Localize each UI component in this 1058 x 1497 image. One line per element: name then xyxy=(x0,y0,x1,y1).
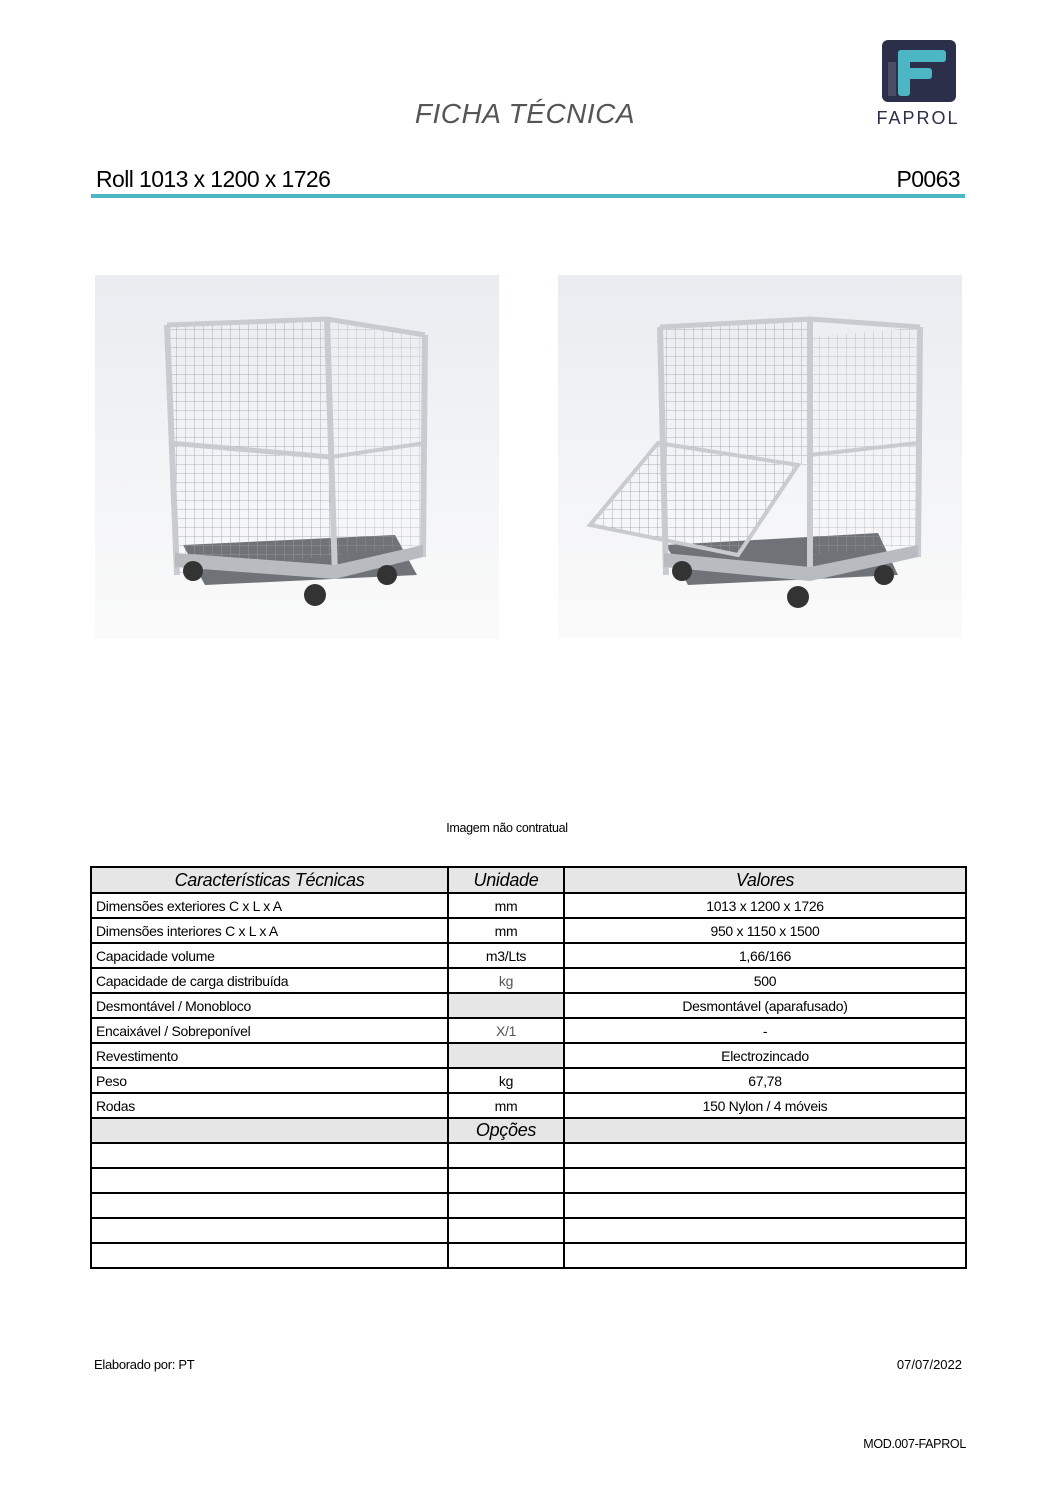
options-cell xyxy=(91,1193,448,1218)
roll-cage-open-illustration xyxy=(558,275,962,637)
options-cell xyxy=(448,1218,564,1243)
cage-open-image xyxy=(558,275,962,637)
row-value: 150 Nylon / 4 móveis xyxy=(564,1093,966,1118)
row-unit xyxy=(448,1043,564,1068)
options-empty-cell xyxy=(564,1118,966,1143)
page-title: FICHA TÉCNICA xyxy=(414,98,636,129)
table-header-row xyxy=(91,867,966,893)
row-unit: mm xyxy=(448,918,564,943)
image-caption: Imagem não contratual xyxy=(446,821,568,835)
cage-closed-image xyxy=(95,275,499,639)
row-unit xyxy=(448,993,564,1018)
options-row xyxy=(91,1218,966,1243)
options-cell xyxy=(91,1143,448,1168)
row-unit: X/1 xyxy=(448,1018,564,1043)
table-row xyxy=(91,1093,966,1118)
logo-text: FAPROL xyxy=(876,108,960,128)
product-code: P0063 xyxy=(896,166,960,192)
row-label: Dimensões exteriores C x L x A xyxy=(91,893,448,918)
row-unit: mm xyxy=(448,1093,564,1118)
author-label: Elaborado por: PT xyxy=(94,1357,195,1372)
product-header xyxy=(94,164,962,194)
table-row xyxy=(91,1068,966,1093)
options-cell xyxy=(564,1218,966,1243)
options-cell xyxy=(564,1143,966,1168)
row-value: - xyxy=(564,1018,966,1043)
options-row xyxy=(91,1143,966,1168)
row-value: Desmontável (aparafusado) xyxy=(564,993,966,1018)
table-row xyxy=(91,1018,966,1043)
row-value: 1,66/166 xyxy=(564,943,966,968)
row-label: Peso xyxy=(91,1068,448,1093)
product-name: Roll 1013 x 1200 x 1726 xyxy=(96,166,331,192)
options-cell xyxy=(91,1168,448,1193)
header-values: Valores xyxy=(564,867,966,893)
row-value: 67,78 xyxy=(564,1068,966,1093)
table-row xyxy=(91,968,966,993)
options-header: Opções xyxy=(448,1118,564,1143)
header-characteristics: Características Técnicas xyxy=(91,867,448,893)
row-label: Rodas xyxy=(91,1093,448,1118)
options-cell xyxy=(564,1168,966,1193)
row-label: Encaixável / Sobreponível xyxy=(91,1018,448,1043)
options-cell xyxy=(564,1193,966,1218)
table-row xyxy=(91,918,966,943)
options-cell xyxy=(564,1243,966,1268)
options-cell xyxy=(448,1193,564,1218)
options-cell xyxy=(91,1218,448,1243)
row-value: 500 xyxy=(564,968,966,993)
header-unit: Unidade xyxy=(448,867,564,893)
table-row xyxy=(91,993,966,1018)
row-value: 1013 x 1200 x 1726 xyxy=(564,893,966,918)
options-cell xyxy=(448,1143,564,1168)
model-reference: MOD.007-FAPROL xyxy=(863,1437,966,1451)
options-empty-cell xyxy=(91,1118,448,1143)
options-row xyxy=(91,1168,966,1193)
options-row xyxy=(91,1193,966,1218)
row-label: Capacidade de carga distribuída xyxy=(91,968,448,993)
row-unit: mm xyxy=(448,893,564,918)
options-row xyxy=(91,1243,966,1268)
document-date: 07/07/2022 xyxy=(896,1357,962,1372)
table-row xyxy=(91,893,966,918)
row-value: Electrozincado xyxy=(564,1043,966,1068)
row-label: Capacidade volume xyxy=(91,943,448,968)
row-unit: kg xyxy=(448,968,564,993)
options-header-row xyxy=(91,1118,966,1143)
row-label: Dimensões interiores C x L x A xyxy=(91,918,448,943)
table-row xyxy=(91,1043,966,1068)
row-label: Desmontável / Monobloco xyxy=(91,993,448,1018)
roll-cage-closed-illustration xyxy=(95,275,499,639)
row-unit: kg xyxy=(448,1068,564,1093)
options-cell xyxy=(91,1243,448,1268)
options-cell xyxy=(448,1168,564,1193)
row-value: 950 x 1150 x 1500 xyxy=(564,918,966,943)
technical-specs-table xyxy=(90,866,967,1269)
options-cell xyxy=(448,1243,564,1268)
table-row xyxy=(91,943,966,968)
header-divider xyxy=(91,194,965,198)
row-label: Revestimento xyxy=(91,1043,448,1068)
row-unit: m3/Lts xyxy=(448,943,564,968)
